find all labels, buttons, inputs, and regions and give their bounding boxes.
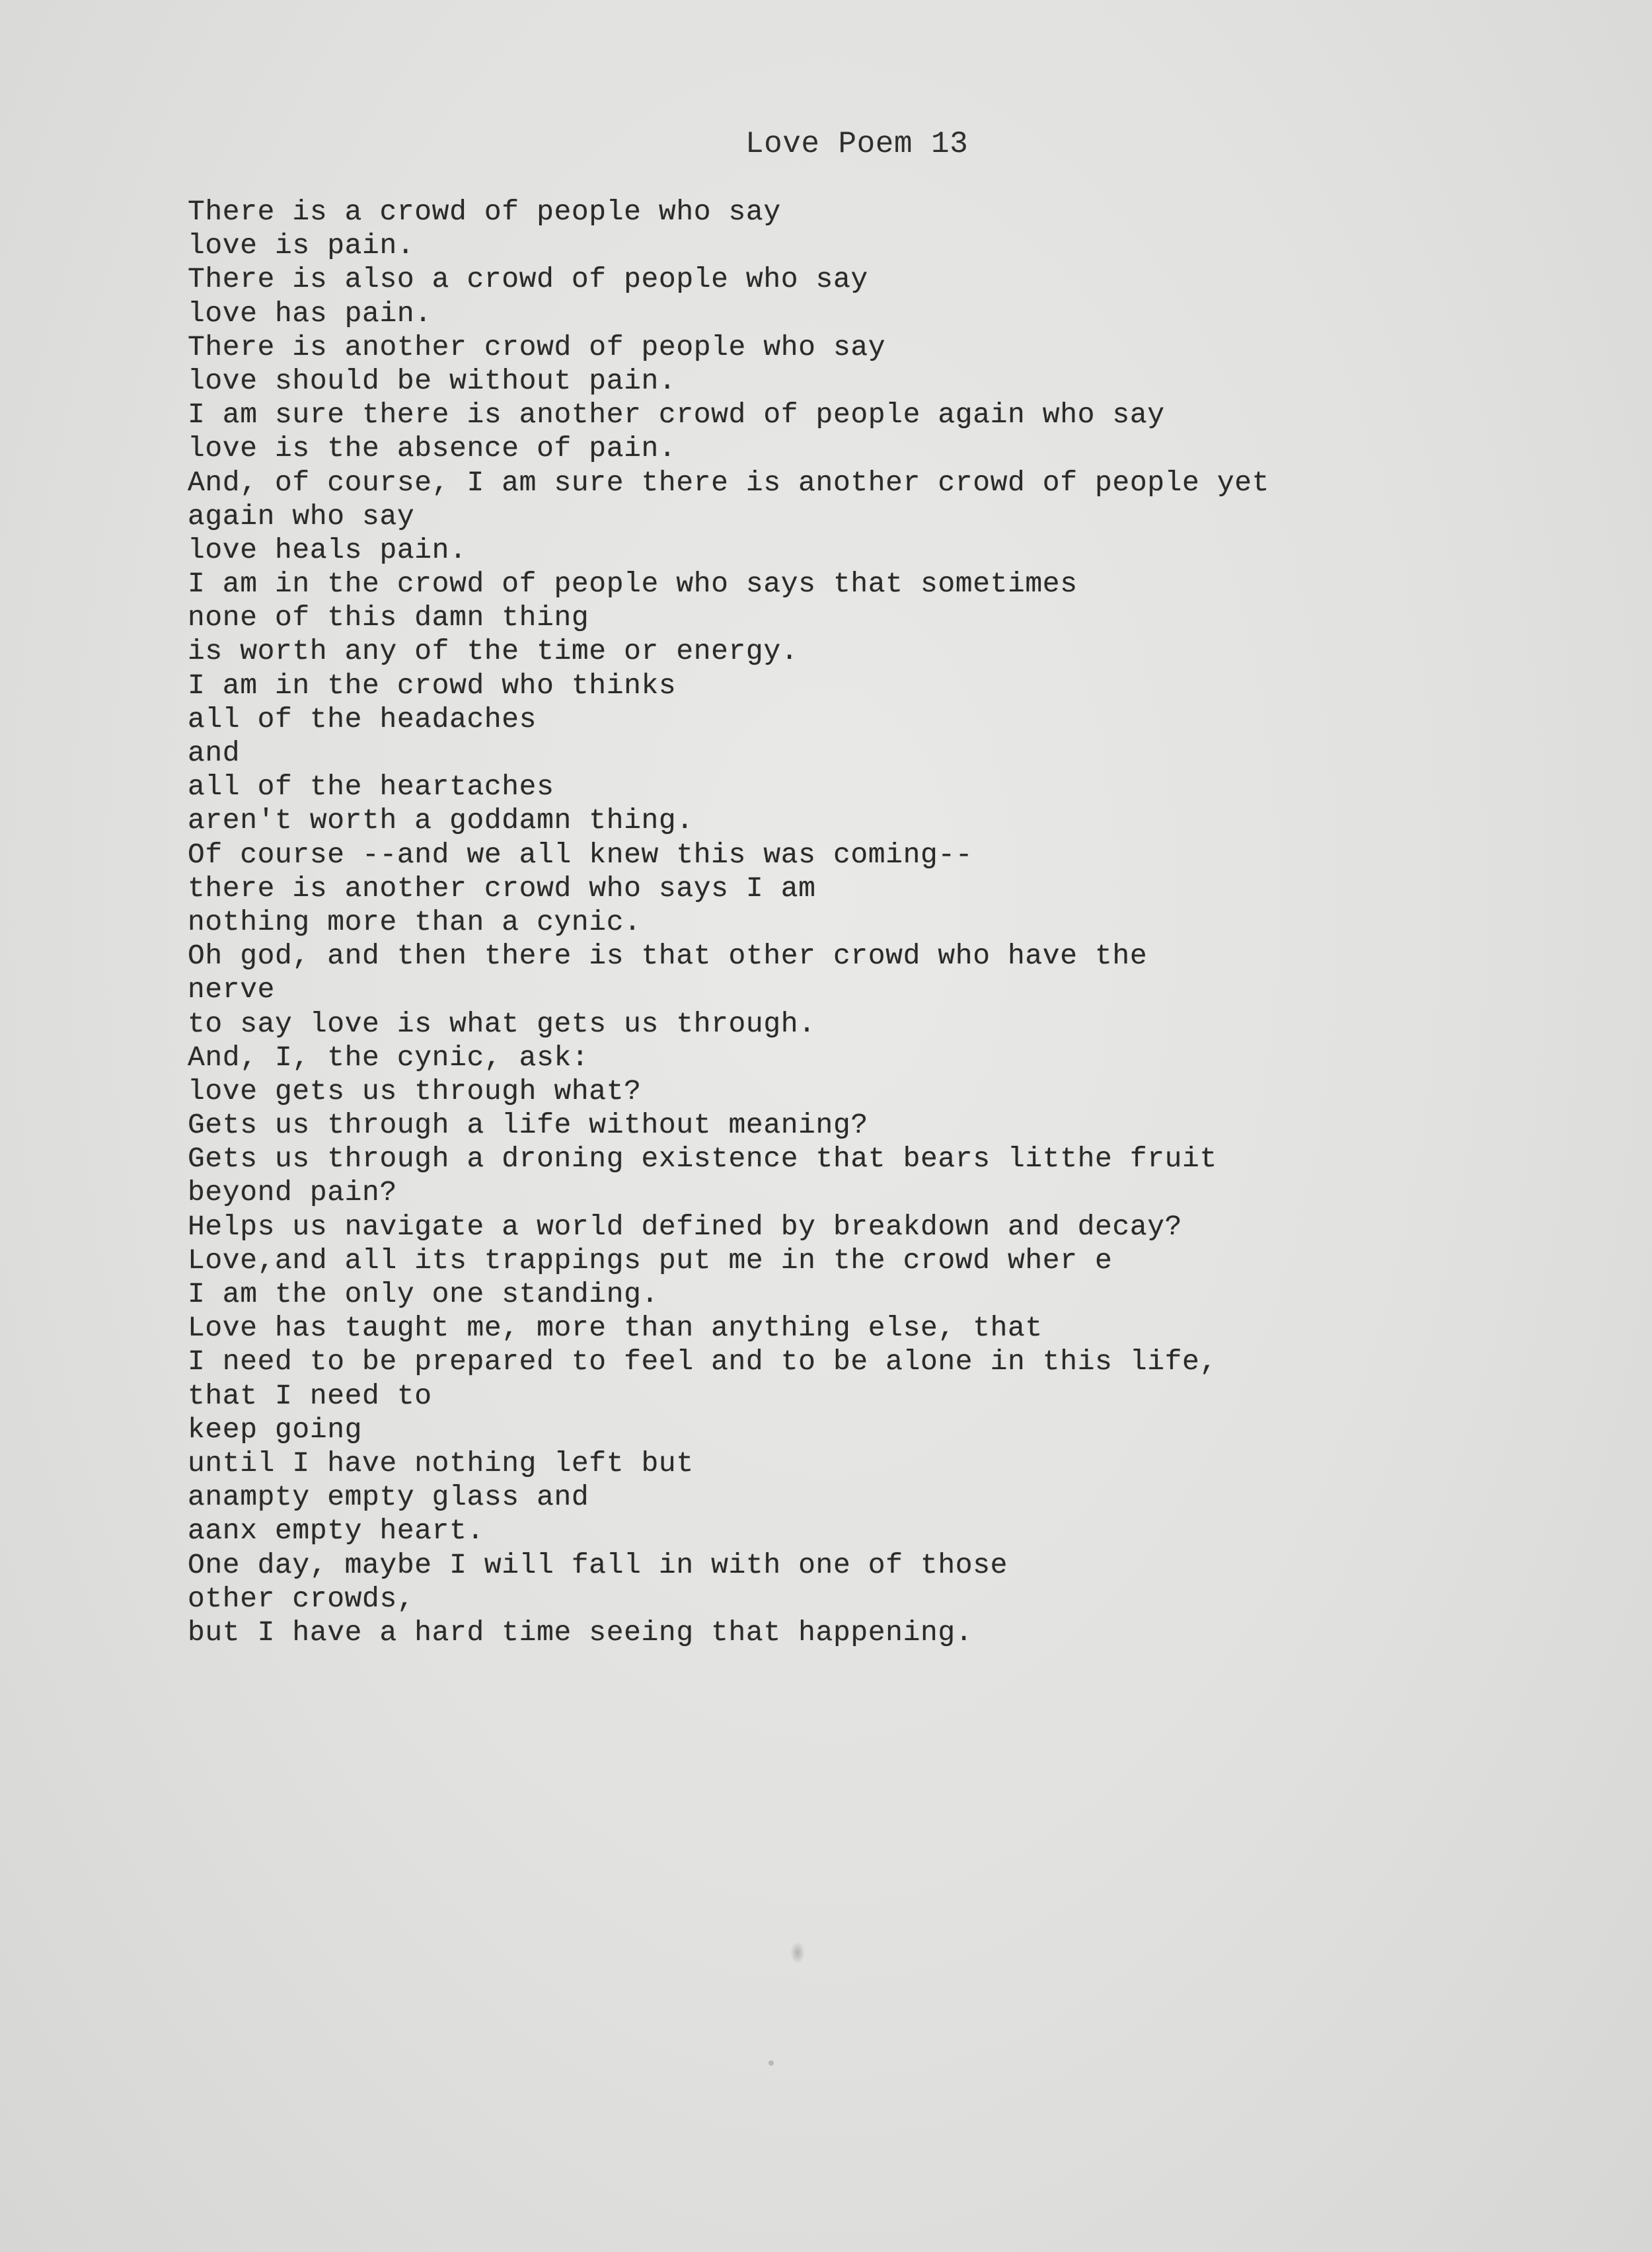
poem-line: all of the heartaches (188, 770, 554, 804)
poem-line: Helps us navigate a world defined by breakdown and decay? (188, 1210, 1183, 1243)
poem-line: Oh god, and then there is that other crowd who have the (188, 940, 1148, 973)
poem-line: anampty empty glass and (188, 1481, 589, 1514)
poem-line: beyond pain? (188, 1176, 397, 1209)
poem-line: to say love is what gets us through. (188, 1007, 816, 1040)
poem-title: Love Poem 13 (745, 127, 969, 161)
poem-line: There is also a crowd of people who say (188, 263, 868, 296)
poem-line: nothing more than a cynic. (188, 905, 642, 938)
poem-line: love is the absence of pain. (188, 432, 677, 465)
poem-line: I am in the crowd who thinks (188, 669, 677, 702)
poem-line: I am in the crowd of people who says that sometimes (188, 568, 1078, 601)
poem-line: love should be without pain. (188, 364, 677, 397)
poem-line: love is pain. (188, 229, 415, 262)
poem-line: love heals pain. (188, 533, 467, 566)
poem-line: I am the only one standing. (188, 1278, 659, 1310)
poem-body (188, 195, 1269, 1649)
poem-line: all of the headaches (188, 702, 537, 735)
paper-speck (769, 2060, 774, 2066)
poem-line: There is a crowd of people who say (188, 196, 781, 228)
poem-line: And, of course, I am sure there is another crowd of people yet (188, 466, 1270, 499)
poem-line: and (188, 737, 241, 769)
poem-line: Love has taught me, more than anything else, that (188, 1312, 1043, 1345)
poem-line: And, I, the cynic, ask: (188, 1041, 589, 1074)
poem-line: aanx empty heart. (188, 1515, 484, 1548)
poem-line: none of this damn thing (188, 601, 589, 634)
poem-line: love gets us through what? (188, 1074, 642, 1107)
poem-line: One day, maybe I will fall in with one of those (188, 1548, 1008, 1581)
poem-line: but I have a hard time seeing that happening. (188, 1616, 973, 1649)
poem-line: There is another crowd of people who say (188, 330, 886, 363)
ink-smudge (790, 1941, 805, 1964)
poem-line: love has pain. (188, 297, 432, 330)
poem-line: I am sure there is another crowd of people again who say (188, 398, 1165, 432)
poem-line: nerve (188, 973, 276, 1006)
poem-line: I need to be prepared to feel and to be alone in this life, (188, 1345, 1217, 1378)
poem-line: Love,and all its trappings put me in the crowd wher e (188, 1244, 1113, 1277)
poem-line: Gets us through a life without meaning? (188, 1109, 868, 1142)
poem-line: again who say (188, 500, 415, 533)
poem-line: other crowds, (188, 1582, 415, 1615)
poem-line: that I need to (188, 1379, 432, 1412)
poem-line: Of course --and we all knew this was coming-- (188, 838, 973, 871)
poem-line: Gets us through a droning existence that bears litthe fruit (188, 1143, 1217, 1176)
poem-line: aren't worth a goddamn thing. (188, 804, 694, 837)
poem-line: keep going (188, 1413, 363, 1446)
poem-line: until I have nothing left but (188, 1446, 694, 1480)
poem-line: there is another crowd who says I am (188, 872, 816, 905)
poem-line: is worth any of the time or energy. (188, 635, 799, 668)
